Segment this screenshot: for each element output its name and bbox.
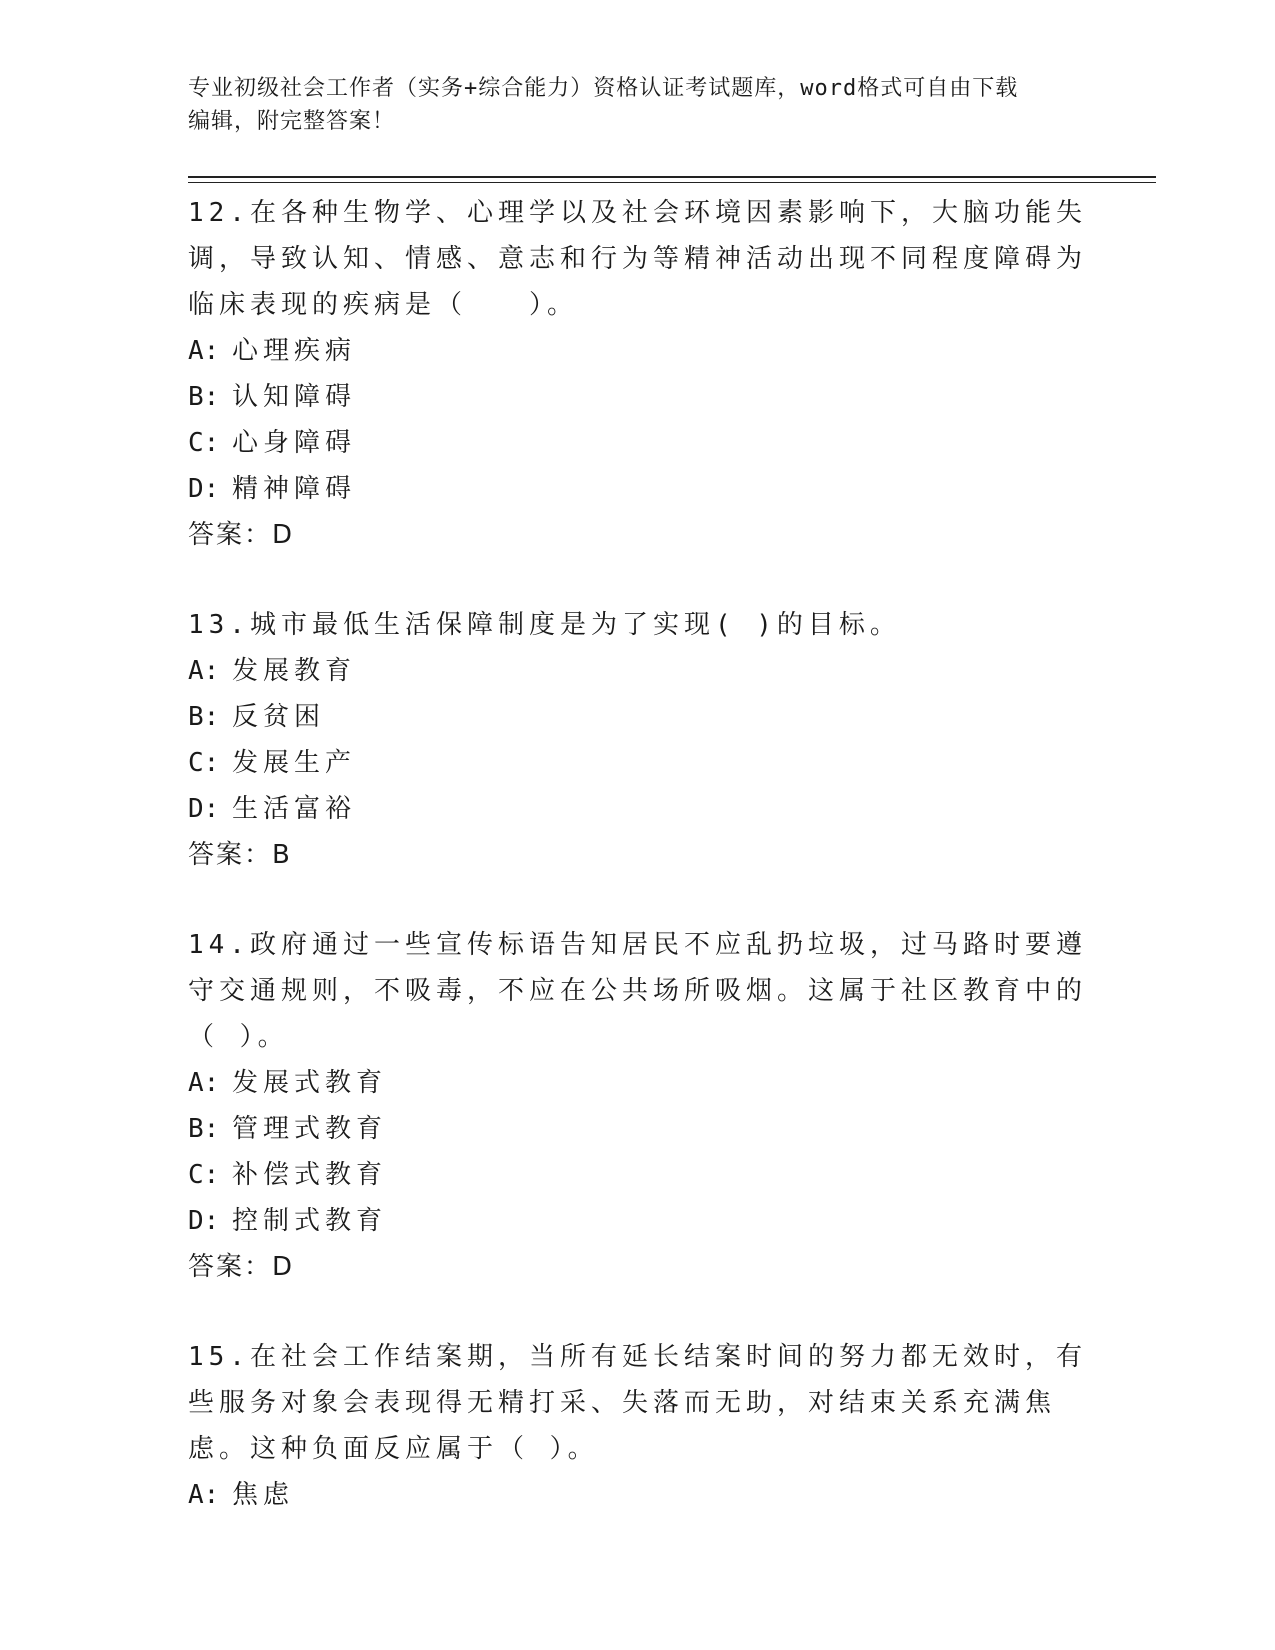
answer-line: 答案：B [188,840,292,870]
answer-line: 答案：D [188,1252,295,1282]
option-c [188,740,1088,786]
question-list [188,190,1088,1562]
answer-line: 答案：D [188,520,295,550]
option-text: 焦虑 [232,1480,295,1510]
option-d [188,466,1088,512]
header-divider-thick [188,176,1156,178]
option-text: 控制式教育 [232,1206,388,1236]
option-letter: D: [188,794,220,824]
option-letter: A: [188,656,220,686]
header-divider-thin [188,182,1156,183]
option-letter: D: [188,1206,220,1236]
option-c [188,1152,1088,1198]
option-letter: A: [188,1068,220,1098]
header-line-2: 编辑，附完整答案！ [188,109,396,134]
question-stem: 14.政府通过一些宣传标语告知居民不应乱扔垃圾，过马路时要遵守交通规则，不吸毒，不应在公共场所吸烟。这属于社区教育中的（ ）。 [188,930,1088,1052]
option-a [188,648,1088,694]
option-d [188,786,1088,832]
question-14 [188,922,1088,1290]
question-15 [188,1334,1088,1518]
option-a [188,1472,1088,1518]
option-letter: C: [188,748,220,778]
question-stem: 12.在各种生物学、心理学以及社会环境因素影响下，大脑功能失调，导致认知、情感、意志和行为等精神活动出现不同程度障碍为临床表现的疾病是（ ）。 [188,198,1088,320]
option-text: 发展生产 [232,748,357,778]
option-letter: C: [188,1160,220,1190]
option-text: 精神障碍 [232,474,357,504]
option-letter: D: [188,474,220,504]
option-text: 反贫困 [232,702,326,732]
option-text: 发展式教育 [232,1068,388,1098]
document-header [188,72,1088,138]
option-b [188,1106,1088,1152]
option-c [188,420,1088,466]
question-12 [188,190,1088,558]
option-b [188,694,1088,740]
option-text: 生活富裕 [232,794,357,824]
option-letter: A: [188,1480,220,1510]
option-d [188,1198,1088,1244]
option-text: 认知障碍 [232,382,357,412]
option-text: 发展教育 [232,656,357,686]
header-line-1: 专业初级社会工作者（实务+综合能力）资格认证考试题库，word格式可自由下载 [188,76,1019,101]
question-13 [188,602,1088,878]
option-text: 管理式教育 [232,1114,388,1144]
option-text: 补偿式教育 [232,1160,388,1190]
option-letter: B: [188,1114,220,1144]
option-a [188,1060,1088,1106]
question-stem: 15.在社会工作结案期，当所有延长结案时间的努力都无效时，有些服务对象会表现得无精打采、失落而无助，对结束关系充满焦虑。这种负面反应属于（ ）。 [188,1342,1087,1464]
option-b [188,374,1088,420]
question-stem: 13.城市最低生活保障制度是为了实现( )的目标。 [188,610,901,640]
option-text: 心身障碍 [232,428,357,458]
option-letter: B: [188,702,220,732]
option-letter: A: [188,336,220,366]
option-a [188,328,1088,374]
option-letter: B: [188,382,220,412]
option-text: 心理疾病 [232,336,357,366]
option-letter: C: [188,428,220,458]
